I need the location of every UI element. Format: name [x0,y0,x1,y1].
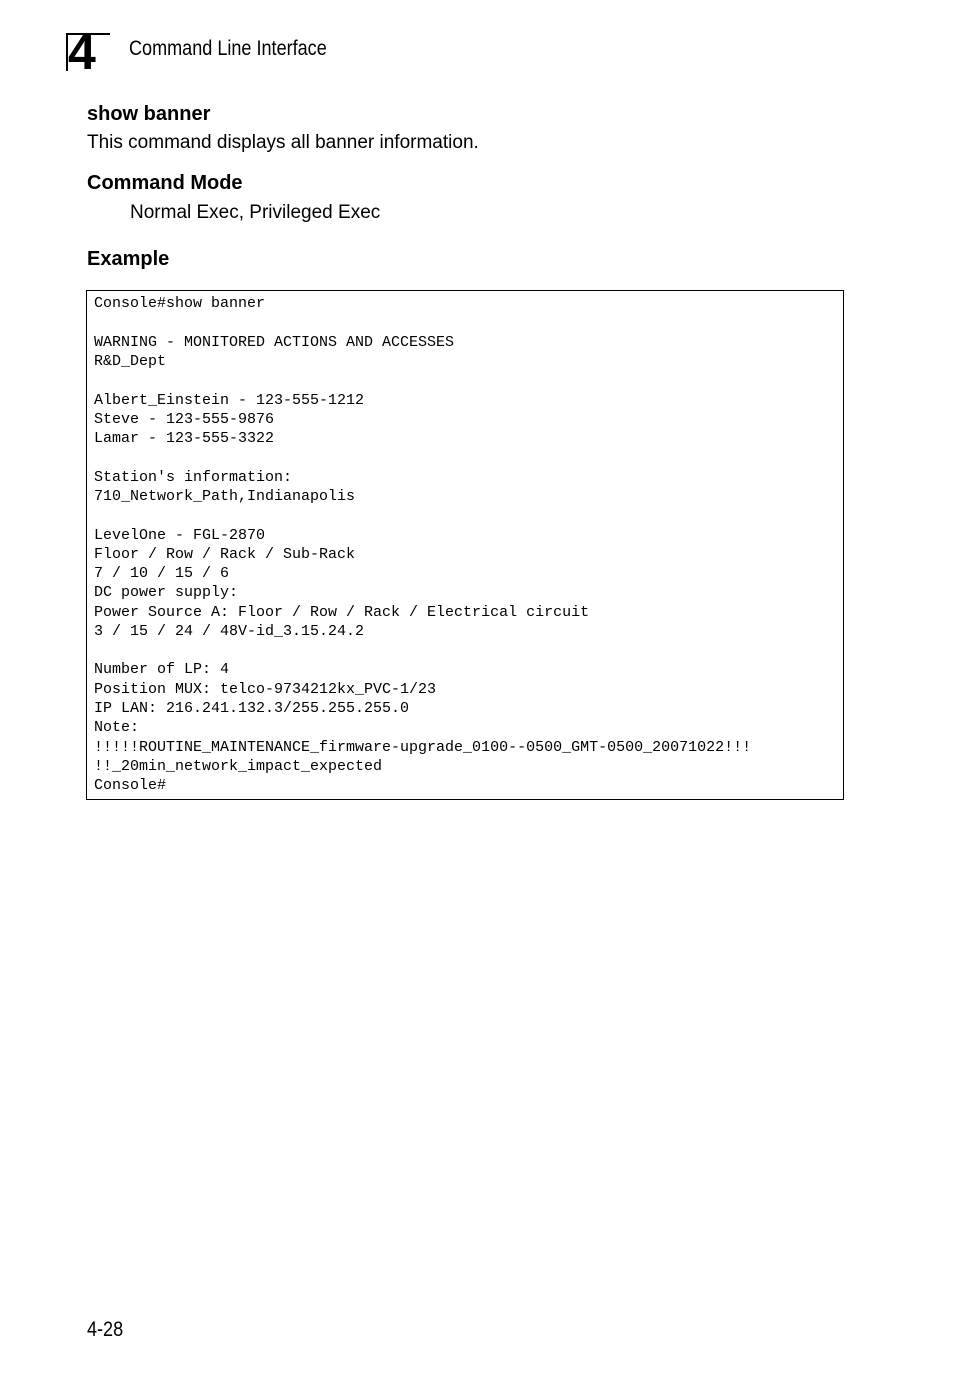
code-line: 7 / 10 / 15 / 6 [94,565,230,582]
code-line: 710_Network_Path,Indianapolis [94,488,356,505]
code-line: Console#show banner [94,295,266,312]
code-line: Lamar - 123-555-3322 [94,430,275,447]
code-line: Position MUX: telco-9734212kx_PVC-1/23 [94,681,437,698]
code-line: Note: [94,719,140,736]
chapter-title: Command Line Interface [129,37,327,60]
chapter-number-box [66,33,110,71]
code-line: IP LAN: 216.241.132.3/255.255.255.0 [94,700,410,717]
code-example-box [86,290,844,800]
code-line: Station's information: [94,469,293,486]
code-line: DC power supply: [94,584,239,601]
code-line: Steve - 123-555-9876 [94,411,275,428]
command-mode-heading: Command Mode [87,172,243,194]
code-line: R&D_Dept [94,353,167,370]
code-line: LevelOne - FGL-2870 [94,527,266,544]
code-line: Albert_Einstein - 123-555-1212 [94,392,365,409]
section-title: show banner [87,103,211,125]
code-line: !!_20min_network_impact_expected [94,758,383,775]
chapter-number: 4 [68,33,96,71]
example-heading: Example [87,248,170,270]
code-line: WARNING - MONITORED ACTIONS AND ACCESSES [94,334,455,351]
command-mode-value: Normal Exec, Privileged Exec [130,202,381,223]
code-line: Floor / Row / Rack / Sub-Rack [94,546,356,563]
section-description: This command displays all banner information. [87,132,479,153]
page-number: 4-28 [87,1318,124,1341]
code-line: Power Source A: Floor / Row / Rack / Electrical circuit [94,604,590,621]
code-line: Number of LP: 4 [94,661,230,678]
code-line: Console# [94,777,167,794]
code-line: 3 / 15 / 24 / 48V-id_3.15.24.2 [94,623,365,640]
code-line: !!!!!ROUTINE_MAINTENANCE_firmware-upgrade_0100--0500_GMT-0500_20071022!!! [94,739,752,756]
